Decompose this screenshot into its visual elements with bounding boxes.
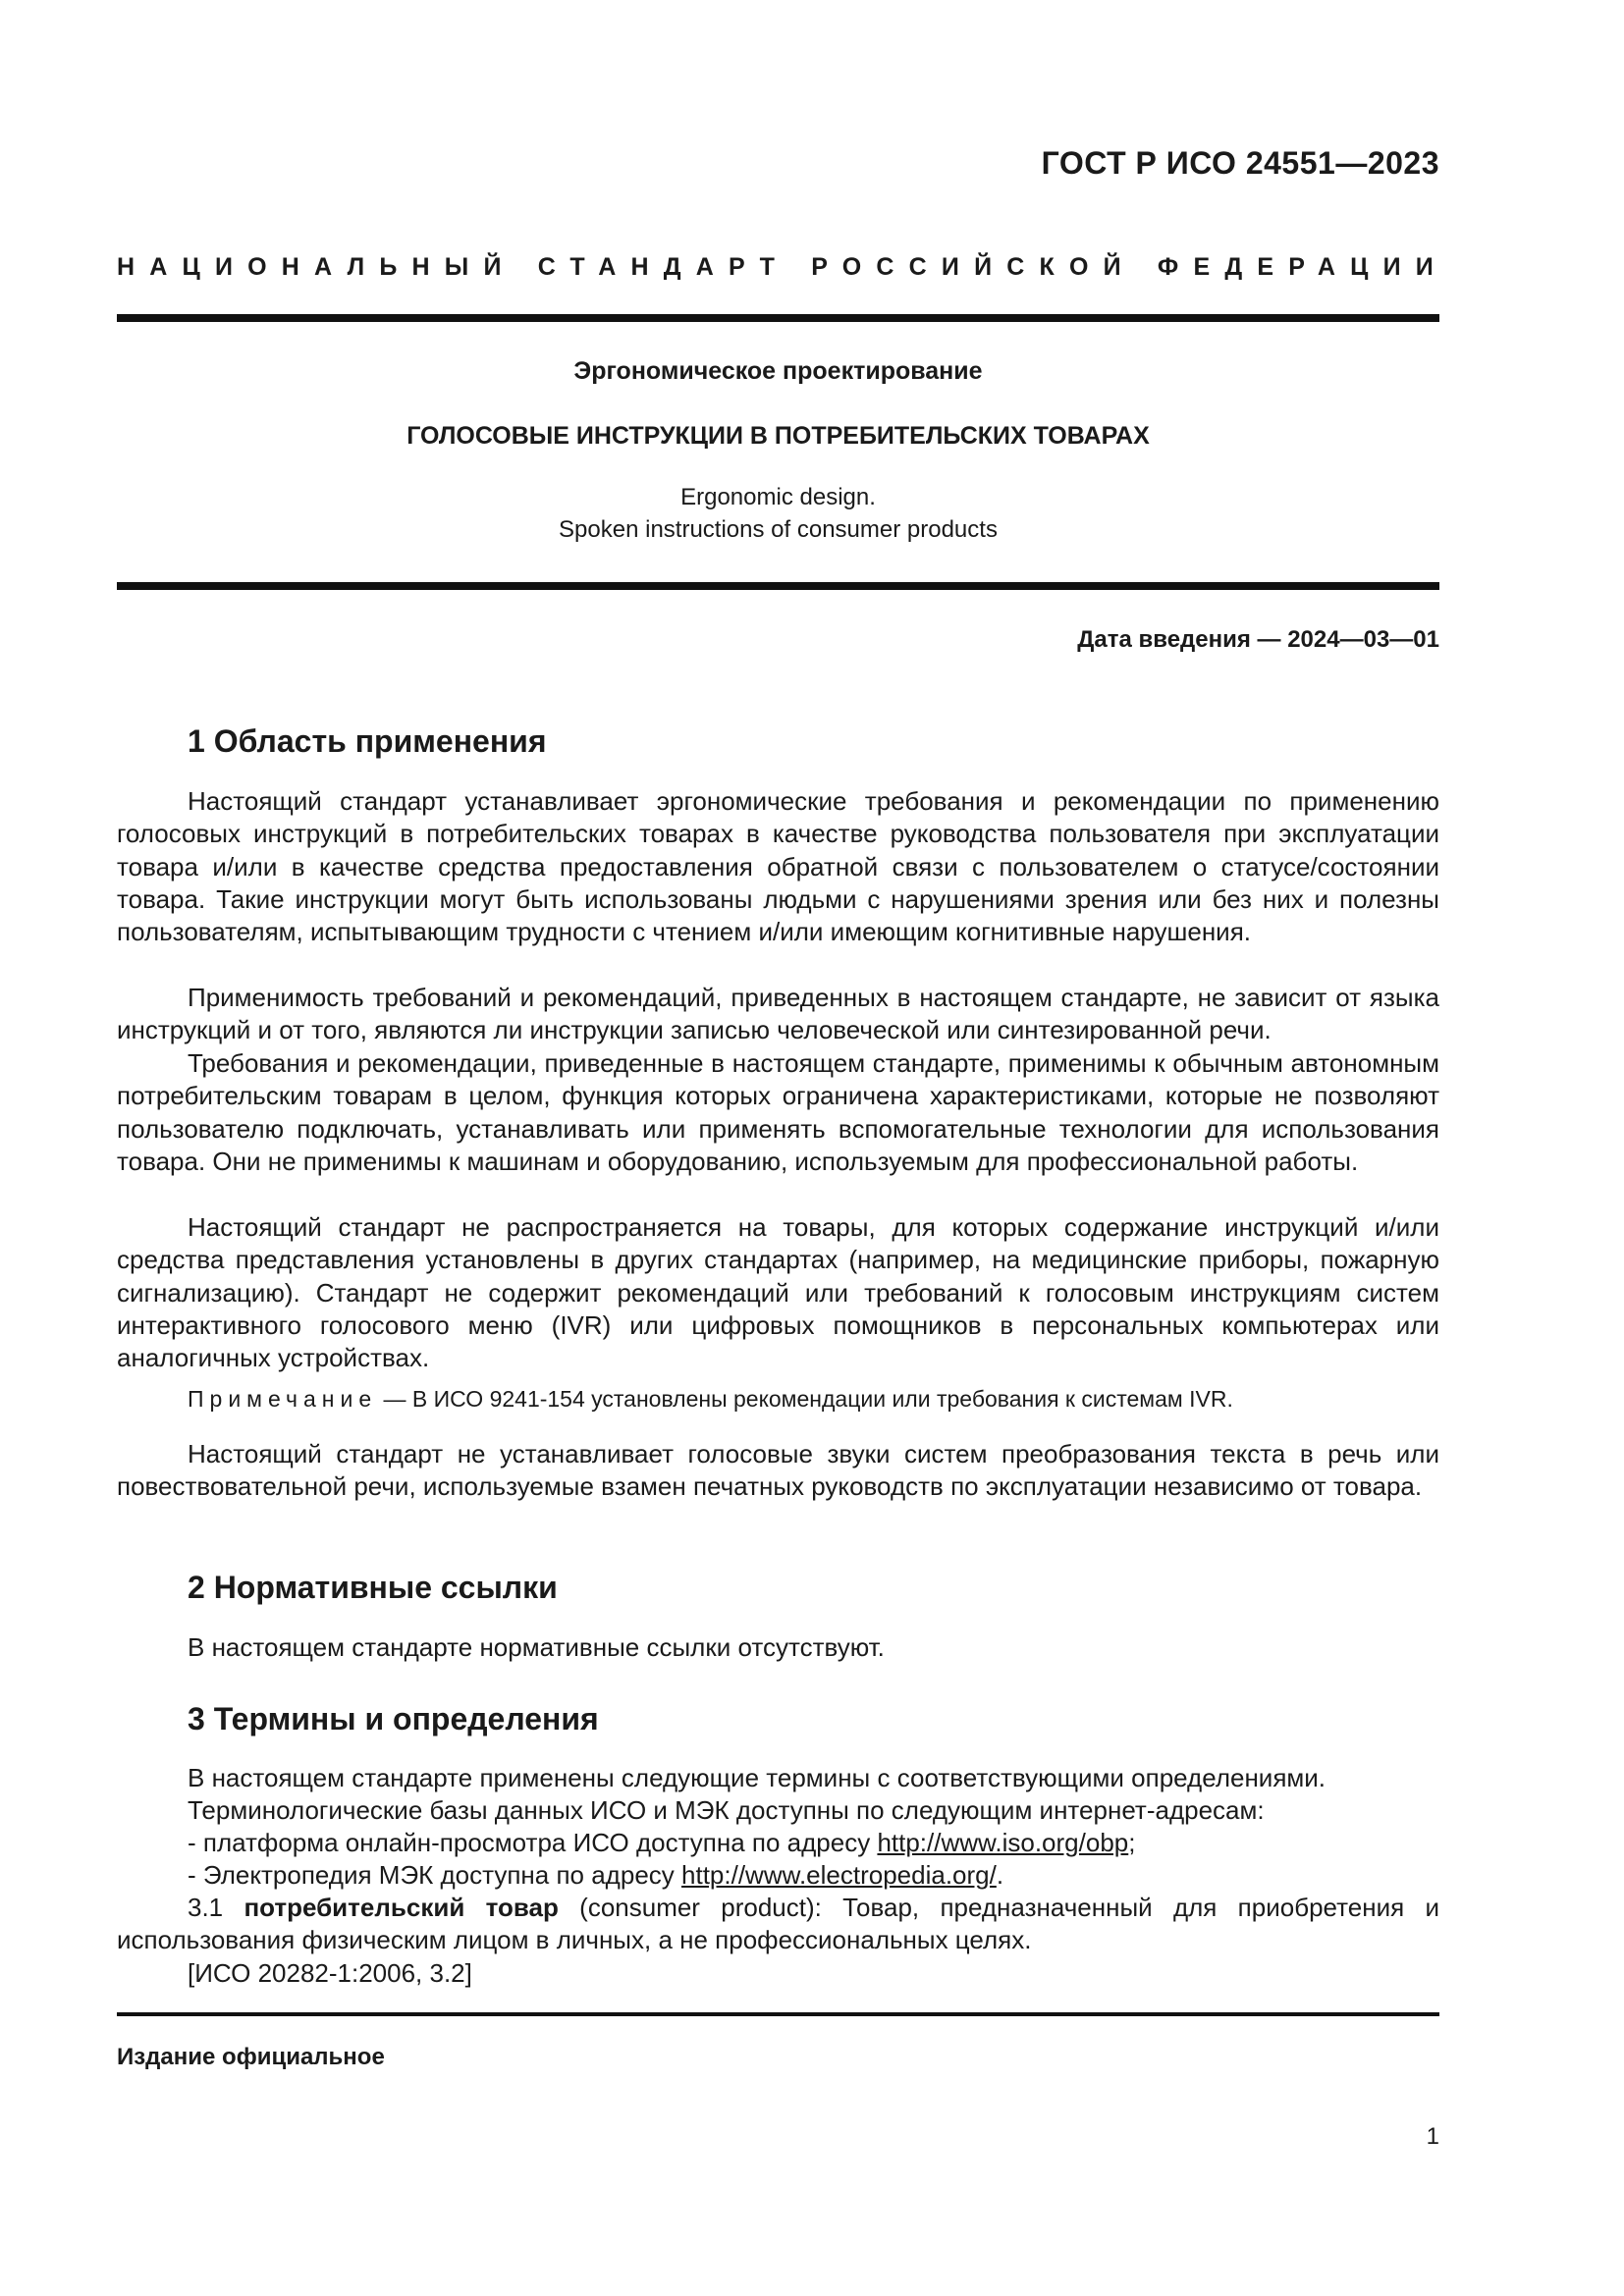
section-3-heading: 3 Термины и определения [188,1701,599,1736]
bullet-iso-obp-end: ; [1128,1828,1136,1857]
bullet-electropedia-end: . [996,1860,1004,1890]
bullet-iso-obp-text: - платформа онлайн-просмотра ИСО доступна по адресу [188,1828,878,1857]
term-3-1 [117,1892,1439,1957]
bullet-electropedia [188,1859,1003,1892]
english-title-line1: Ergonomic design. [680,484,876,510]
document-title: ГОЛОСОВЫЕ ИНСТРУКЦИИ В ПОТРЕБИТЕЛЬСКИХ ТОВАРАХ [406,422,1150,450]
bullet-electropedia-text: - Электропедия МЭК доступна по адресу [188,1860,682,1890]
section-1-paragraph-5: Настоящий стандарт не устанавливает голосовые звуки систем преобразования текста в речь или повествовательной речи, используемые взамен печатных руководств по эксплуатации независимо от товара. [117,1439,1439,1502]
electropedia-link[interactable]: http://www.electropedia.org/ [681,1860,997,1890]
top-divider [117,314,1439,322]
introduction-date: Дата введения — 2024—03—01 [1077,626,1439,653]
note [188,1386,1233,1413]
iso-obp-link[interactable]: http://www.iso.org/obp [877,1828,1129,1857]
section-2-heading: 2 Нормативные ссылки [188,1570,558,1605]
section-3-line-1: В настоящем стандарте применены следующие термины с соответствующими определениями. [188,1763,1326,1792]
page-number: 1 [1426,2123,1439,2150]
section-1-paragraph-4: Настоящий стандарт не распространяется на товары, для которых содержание инструкций и/или средства представления установлены в других стандартах (например, на медицинские приборы, пожарную сигнализацию). Стандарт не содержит рекомендаций или требований к голосовым инструкциям систем интерактивного голосового меню (IVR) или цифровых помощников в персональных компьютерах или аналогичных устройствах. [117,1212,1439,1373]
term-definition: (consumer product): Товар, предназначенный для приобретения и использования физическим лицом в личных, а не профессиональных целях. [117,1893,1440,1955]
term-source: [ИСО 20282-1:2006, 3.2] [188,1958,472,1988]
section-3-line-2: Терминологические базы данных ИСО и МЭК доступны по следующим интернет-адресам: [188,1795,1265,1825]
section-2-paragraph: В настоящем стандарте нормативные ссылки отсутствуют. [188,1632,885,1662]
section-1-paragraph-2: Применимость требований и рекомендаций, приведенных в настоящем стандарте, не зависит от языка инструкций и от того, являются ли инструкции записью человеческой или синтезированной речи. [117,983,1439,1045]
title-divider [117,582,1439,590]
english-title-line2: Spoken instructions of consumer products [559,516,998,543]
bullet-iso-obp [188,1827,1135,1859]
section-1-heading: 1 Область применения [188,723,547,759]
term-name: потребительский товар [244,1893,559,1922]
document-subtitle: Эргономическое проектирование [573,357,983,385]
footer-divider [117,2012,1439,2016]
english-title [117,481,1439,546]
document-number: ГОСТ Р ИСО 24551—2023 [1041,145,1439,181]
term-number: 3.1 [188,1893,244,1922]
national-standard-header: НАЦИОНАЛЬНЫЙ СТАНДАРТ РОССИЙСКОЙ ФЕДЕРАЦИИ [117,253,1448,281]
official-edition-label: Издание официальное [117,2044,385,2070]
note-label: Примечание [188,1386,378,1412]
note-text: — В ИСО 9241-154 установлены рекомендации или требования к системам IVR. [377,1386,1233,1412]
section-1-paragraph-3: Требования и рекомендации, приведенные в настоящем стандарте, применимы к обычным автономным потребительским товарам в целом, функция которых ограничена характеристиками, которые не позволяют пользователю подключать, устанавливать или применять вспомогательные технологии для использования товара. Они не применимы к машинам и оборудованию, используемым для профессиональной работы. [117,1048,1439,1176]
section-1-paragraph-1: Настоящий стандарт устанавливает эргономические требования и рекомендации по применению голосовых инструкций в потребительских товарах в качестве руководства пользователя при эксплуатации товара и/или в качестве средства предоставления обратной связи с пользователем о статусе/состоянии товара. Такие инструкции могут быть использованы людьми с нарушениями зрения или без них и полезны пользователям, испытывающим трудности с чтением и/или имеющим когнитивные нарушения. [117,786,1439,947]
